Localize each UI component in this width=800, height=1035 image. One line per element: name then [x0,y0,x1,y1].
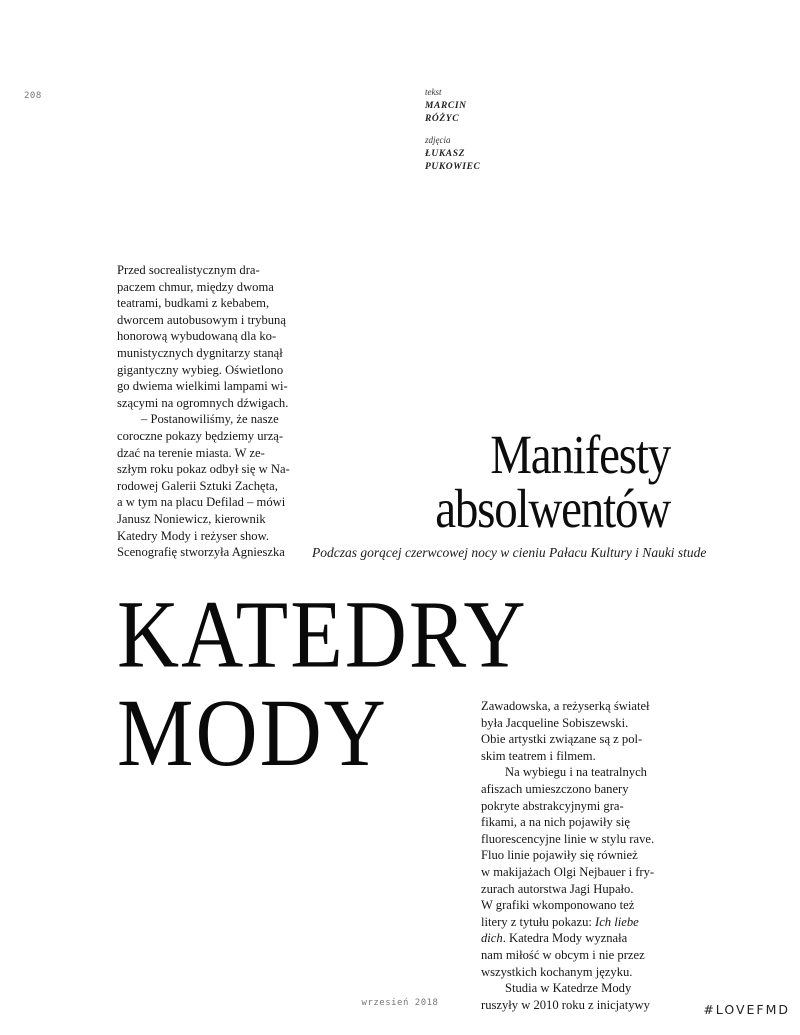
text-credit [425,86,480,126]
body-paragraph-5 [481,980,661,1013]
text-line: gigantyczny wybieg. Oświetlono [117,362,284,377]
text-line: go dwiema wielkimi lampami wi- [117,379,288,394]
text-line: nam miłość w obcym i nie przez [481,947,645,962]
text-line: pokryte abstrakcyjnymi gra- [481,798,624,813]
text-line: Obie artystki związane są z pol- [481,732,643,747]
body-column-left [117,262,292,561]
text-author-first-name: MARCIN [425,101,467,111]
article-title [435,424,670,541]
show-title-italic: Ich liebe [595,914,639,929]
text-role-label: tekst [425,87,442,97]
lead-text: Podczas gorącej czerwcowej nocy w cieniu Pałacu Kultury i Nauki stude [312,545,707,560]
text-line: Fluo linie pojawiły się również [481,848,638,863]
article-title-line-2: absolwentów [435,478,670,541]
text-line: Przed socrealistycznym dra- [117,263,260,277]
text-line: dworcem autobusowym i trybuną [117,312,286,327]
text-line: fikami, a na nich pojawiły się [481,815,630,830]
display-headline [117,580,528,787]
text-line: wszystkich kochanym języku. [481,964,633,979]
text-line: litery z tytułu pokazu: [481,914,596,929]
text-line: – Postanowiliśmy, że nasze [141,412,279,427]
text-line: dzać na terenie miasta. W ze- [117,445,265,460]
article-title-line-1: Manifesty [490,424,670,486]
text-line: munistycznych dygnitarzy stanął [117,345,283,360]
text-line: rodowej Galerii Sztuki Zachęta, [117,478,278,493]
text-line: paczem chmur, między dwoma [117,279,274,294]
text-line: szłym roku pokaz odbył się w Na- [117,462,290,477]
photo-role-label: zdjęcia [425,135,451,145]
text-line: Na wybiegu i na teatralnych [505,765,647,780]
issue-date-footer: wrzesień 2018 [361,998,439,1008]
text-author-last-name: RÓŻYC [425,114,460,124]
watermark: #LOVEFMD [703,1002,790,1017]
display-headline-line-2: MODY [117,678,388,787]
photo-author-first-name: ŁUKASZ [425,149,466,159]
photo-author-last-name: PUKOWIEC [425,162,481,172]
body-paragraph-3 [481,698,661,764]
body-paragraph-1 [117,262,292,411]
text-line: zurach autorstwa Jagi Hupało. [481,881,634,896]
text-line: fluorescencyjne linie w stylu rave. [481,831,655,846]
text-line: afiszach umieszczono banery [481,781,629,796]
text-line: Zawadowska, a reżyserką świateł [481,699,650,713]
text-line: szącymi na ogromnych dźwigach. [117,395,289,410]
text-line: Studia w Katedrze Mody [505,981,632,996]
body-paragraph-2 [117,411,292,560]
credits [425,86,480,182]
page-number: 208 [24,91,42,101]
body-paragraph-4 [481,764,661,980]
show-title-italic-cont: dich [481,931,503,946]
text-line: skim teatrem i filmem. [481,748,596,763]
text-line: a w tym na placu Defilad – mówi [117,495,286,510]
text-line: . Katedra Mody wyznała [502,931,628,946]
text-line: Janusz Noniewicz, kierownik [117,511,266,526]
text-line: ruszyły w 2010 roku z inicjatywy [481,997,650,1012]
body-column-right [481,698,661,1013]
text-line: W grafiki wkomponowano też [481,898,635,913]
text-line: coroczne pokazy będziemy urzą- [117,428,284,443]
photo-credit [425,134,480,174]
text-line: Katedry Mody i reżyser show. [117,528,270,543]
text-line: teatrami, budkami z kebabem, [117,296,270,311]
text-line: honorową wybudowaną dla ko- [117,329,277,344]
text-line: była Jacqueline Sobiszewski. [481,715,629,730]
text-line: w makijażach Olgi Nejbauer i fry- [481,864,655,879]
display-headline-line-1: KATEDRY [117,580,528,688]
text-line: Scenografię stworzyła Agnieszka [117,545,285,560]
